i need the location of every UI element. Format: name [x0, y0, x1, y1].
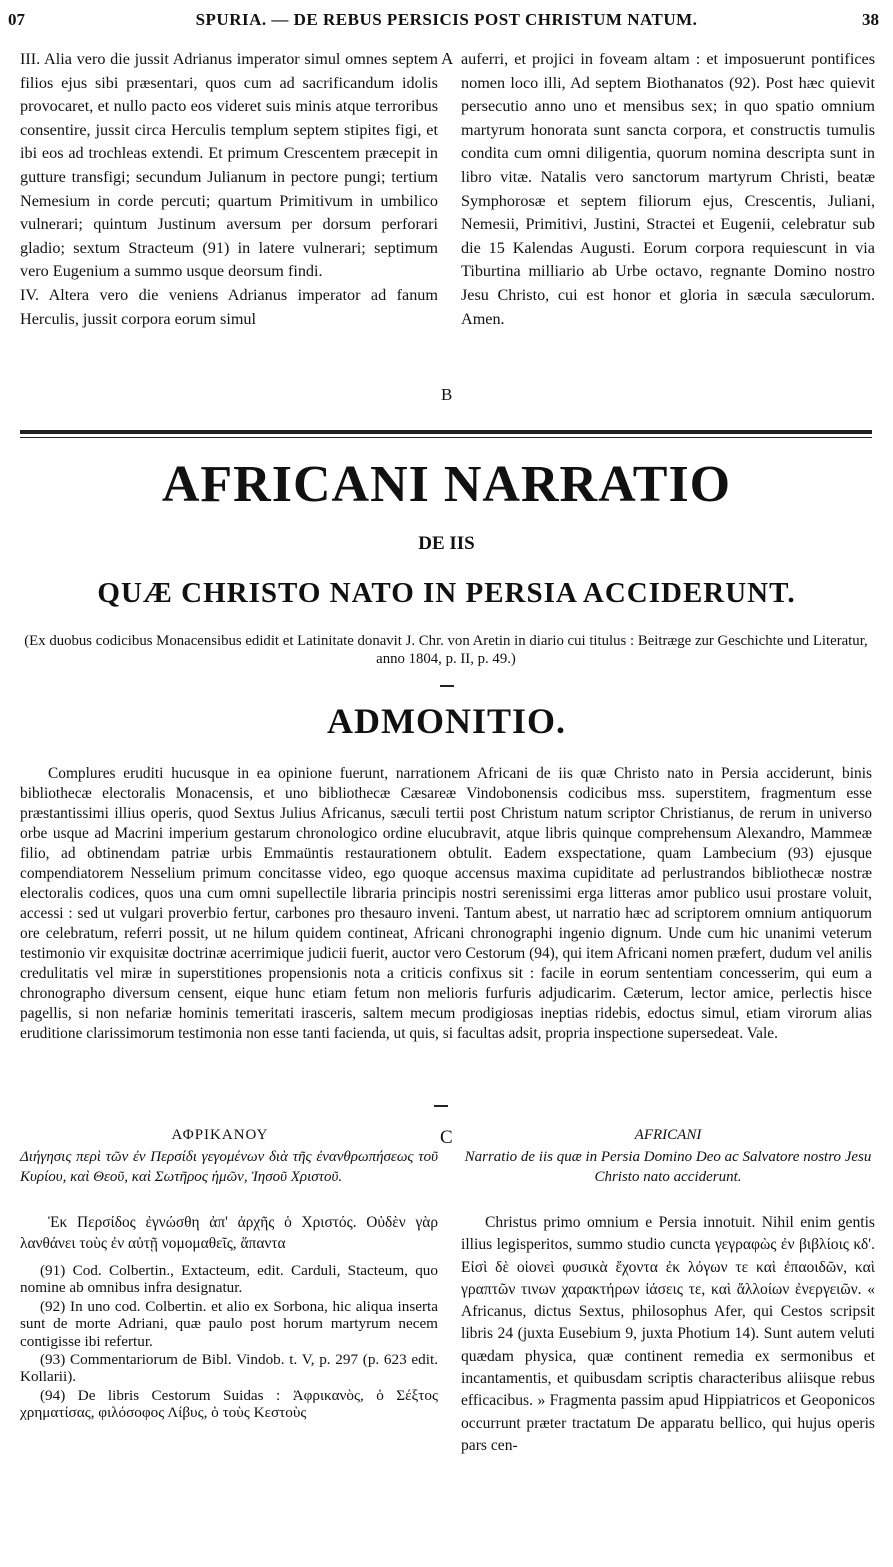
- page-number-left: 07: [8, 10, 25, 29]
- separator-dash: [440, 685, 454, 687]
- section-rule-thin: [20, 437, 872, 438]
- paragraph-iii: III. Alia vero die jussit Adrianus imperator simul omnes septem filios ejus sibi præsentari, quos cum ad sacrificandum idolis provocaret, et nullo pacto eos videret suis minis atque terroribus consentire, jussit circa Herculis templum septem stipites figi, et ibi eos ad trochleas extendi. Et primum Crescentem præcepit in gutture transfigi; secundum Julianum in pectore pungi; tertium Nemesium in corde percuti; quartum Primitivum in umbilico vulnerari; quintum Justinum aversum per dorsum perforari gladio; sextum Stracteum (91) in latere vulnerari; septimum vero Eugenium a summo usque deorsum findi.: [20, 50, 438, 281]
- latin-body: Christus primo omnium e Persia innotuit. Nihil enim gentis illius legisperitos, summo studio cuncta γεγραφὼς ἐν βιβλίοις κδ'. Εἰσὶ δὲ οἱονεὶ φυσικὰ ἔχοντα ἐκ λόγων τε καὶ ἐπαοιδῶν, καὶ γραπτῶν τινων χαρακτήρων ἰάσεις τε, καὶ ἄλλοίων ἐνεργειῶν. « Africanus, dictus Sextus, philosophus Afer, qui Cestos scripsit libris 24 (juxta Eusebium 9, juxta Photium 14). Sunt autem veluti quædam physica, quæ continent remedia ex sermonibus et incantamentis, et quibusdam scriptis characteribus aliisque rebus efficacibus. » Fragmenta passim apud Hippiatricos et Geoponicos occurrunt præter tractatum De apparatu bellico, qui hujus operis pars cen-: [461, 1214, 875, 1454]
- section-rule-thick: [20, 430, 872, 434]
- paragraph-continuation: auferri, et projici in foveam altam : et imposuerunt pontifices nomen loco illi, Ad septem Biothanatos (92). Post hæc quievit persecutio anno uno et mensibus sex; in quo spatio omnium martyrum honorata sunt sancta corpora, et constructis tumulis condita cum omni diligentia, quorum nomina descripta sunt in libro vitæ. Natalis vero sanctorum martyrum Christi, beatæ Symphorosæ et septem filiorum ejus, Crescentis, Juliani, Nemesii, Primitivi, Justini, Stractei et Eugenii, celebratur sub die 15 Kalendas Augusti. Eorum corpora requiescunt in via Tiburtina milliario ab Urbe octavo, regnante Domino nostro Jesu Christo, cui est honor et gloria in sæcula sæculorum. Amen.: [461, 50, 875, 328]
- greek-body: Ἐκ Περσίδος ἐγνώσθη ἀπ' ἀρχῆς ὁ Χριστός. Οὐδὲν γὰρ λανθάνει τοὺς ἐν αὐτῇ νομομαθεῖς, ἅπαντα: [20, 1214, 438, 1252]
- footnotes: [20, 1262, 438, 1423]
- column-marker-a: A: [441, 49, 454, 68]
- page-number-right: 38: [862, 10, 879, 29]
- latin-title: Narratio de iis quæ in Persia Domino Deo ac Salvatore nostro Jesu Christo nato acciderunt.: [464, 1149, 872, 1185]
- separator-dash-2: [434, 1105, 448, 1107]
- latin-heading: AFRICANI: [634, 1127, 702, 1143]
- paragraph-iv: IV. Altera vero die veniens Adrianus imperator ad fanum Herculis, jussit corpora eorum simul: [20, 285, 438, 328]
- footnote-94: (94) De libris Cestorum Suidas : Ἀφρικανὸς, ὁ Σέξτος χρηματίσας, φιλόσοφος Λίβυς, ὁ τοὺς Κεστοὺς: [20, 1386, 438, 1422]
- footnote-93: (93) Commentariorum de Bibl. Vindob. t. V, p. 297 (p. 623 edit. Kollarii).: [20, 1351, 438, 1386]
- footnote-92: (92) In uno cod. Colbertin. et alio ex Sorbona, hic aliqua inserta sunt de morte Adriani, quæ paulo post horum martyrum necem contigisse ibi refertur.: [20, 1297, 438, 1350]
- column-marker-c: C: [440, 1127, 453, 1148]
- running-header: [0, 10, 893, 36]
- greek-title: Διήγησις περὶ τῶν ἐν Περσίδι γεγομένων διὰ τῆς ἐνανθρωπήσεως τοῦ Κυρίου, καὶ Θεοῦ, καὶ Σωτῆρος ἡμῶν, Ἰησοῦ Χριστοῦ.: [20, 1149, 438, 1185]
- footnote-91: (91) Cod. Colbertin., Extacteum, edit. Carduli, Stacteum, quo nomine ab omnibus infra designatur.: [20, 1262, 438, 1297]
- admonitio-title: ADMONITIO.: [326, 701, 566, 741]
- top-left-column: [20, 48, 438, 331]
- source-note: (Ex duobus codicibus Monacensibus edidit et Latinitate donavit J. Chr. von Aretin in diario cui titulus : Beitræge zur Geschichte und Literatur, anno 1804, p. II, p. 49.): [24, 633, 868, 667]
- admonitio-text: Complures eruditi hucusque in ea opinione fuerunt, narrationem Africani de iis quæ Christo nato in Persia acciderunt, binis bibliothecæ electoralis Monacensis, et uno bibliothecæ Cæsareæ Vindobonensis codicibus mss. superstitem, fragmentum esse præstantissimi illius operis, quod Sextus Julius Africanus, sæculi tertii post Christum natum scriptor Christianus, de rerum in universo orbe usque ad Macrini imperium gestarum chronologico ordine elucubravit, atque libris quinque comprehensum Alexandro, Mammeæ filio, ad obtinendam patriæ urbis Emmaüntis restaurationem obtulit. Eadem exspectatione, quam Lambecium (93) ejusque compendiatorem Nesselium primum concitasse video, ego quoque accensus maxima cupiditate ad perlustrandos bibliothecæ nostræ electoralis codices, quos una cum omni supellectile libraria principis nostri serenissimi erga litteras amor publico usui prostare voluit, accessi : sed ut vulgari proverbio fertur, carbones pro thesauro inveni. Tantum abest, ut narratio hæc ad scriptorem omnium antiquorum ore celebratum, referri possit, ut ne hilum quidem contineat, Africani chronographi ingenio dignum. Unde cum hic unanimi veterum testimonio vir exquisitæ doctrinæ acerrimique judicii fuerit, auctor vero Cestorum (94), qui item Africani nomen præfert, dudum vel anilis credulitatis vel miræ in superstitiones propensionis nota a criticis confixus sit : facile in eorum sententiam concesserim, qui eum a chronographo diversum censent, eique hunc etiam fetum non melioris furfuris adjudicarim. Cæterum, lector amice, perlectis hisce pagellis, si non nefariæ hominis temeritati irasceris, saltem mecum prodigiosas ineptias ridebis, edoctus simul, etiam virorum alias eruditione clarissimorum testimonia non esse tanti facienda, ut quis, si facultas adsit, propria inspectione supersedeat. Vale.: [20, 765, 872, 1042]
- top-right-column: [461, 48, 875, 331]
- title-de-iis: DE IIS: [418, 533, 475, 554]
- main-title: AFRICANI NARRATIO: [161, 456, 732, 513]
- column-marker-b: B: [441, 385, 453, 404]
- greek-heading: ΑΦΡΙΚΑΝΟΥ: [171, 1127, 269, 1143]
- subtitle: QUÆ CHRISTO NATO IN PERSIA ACCIDERUNT.: [97, 577, 796, 609]
- running-title: SPURIA. — DE REBUS PERSICIS POST CHRISTUM NATUM.: [195, 10, 698, 29]
